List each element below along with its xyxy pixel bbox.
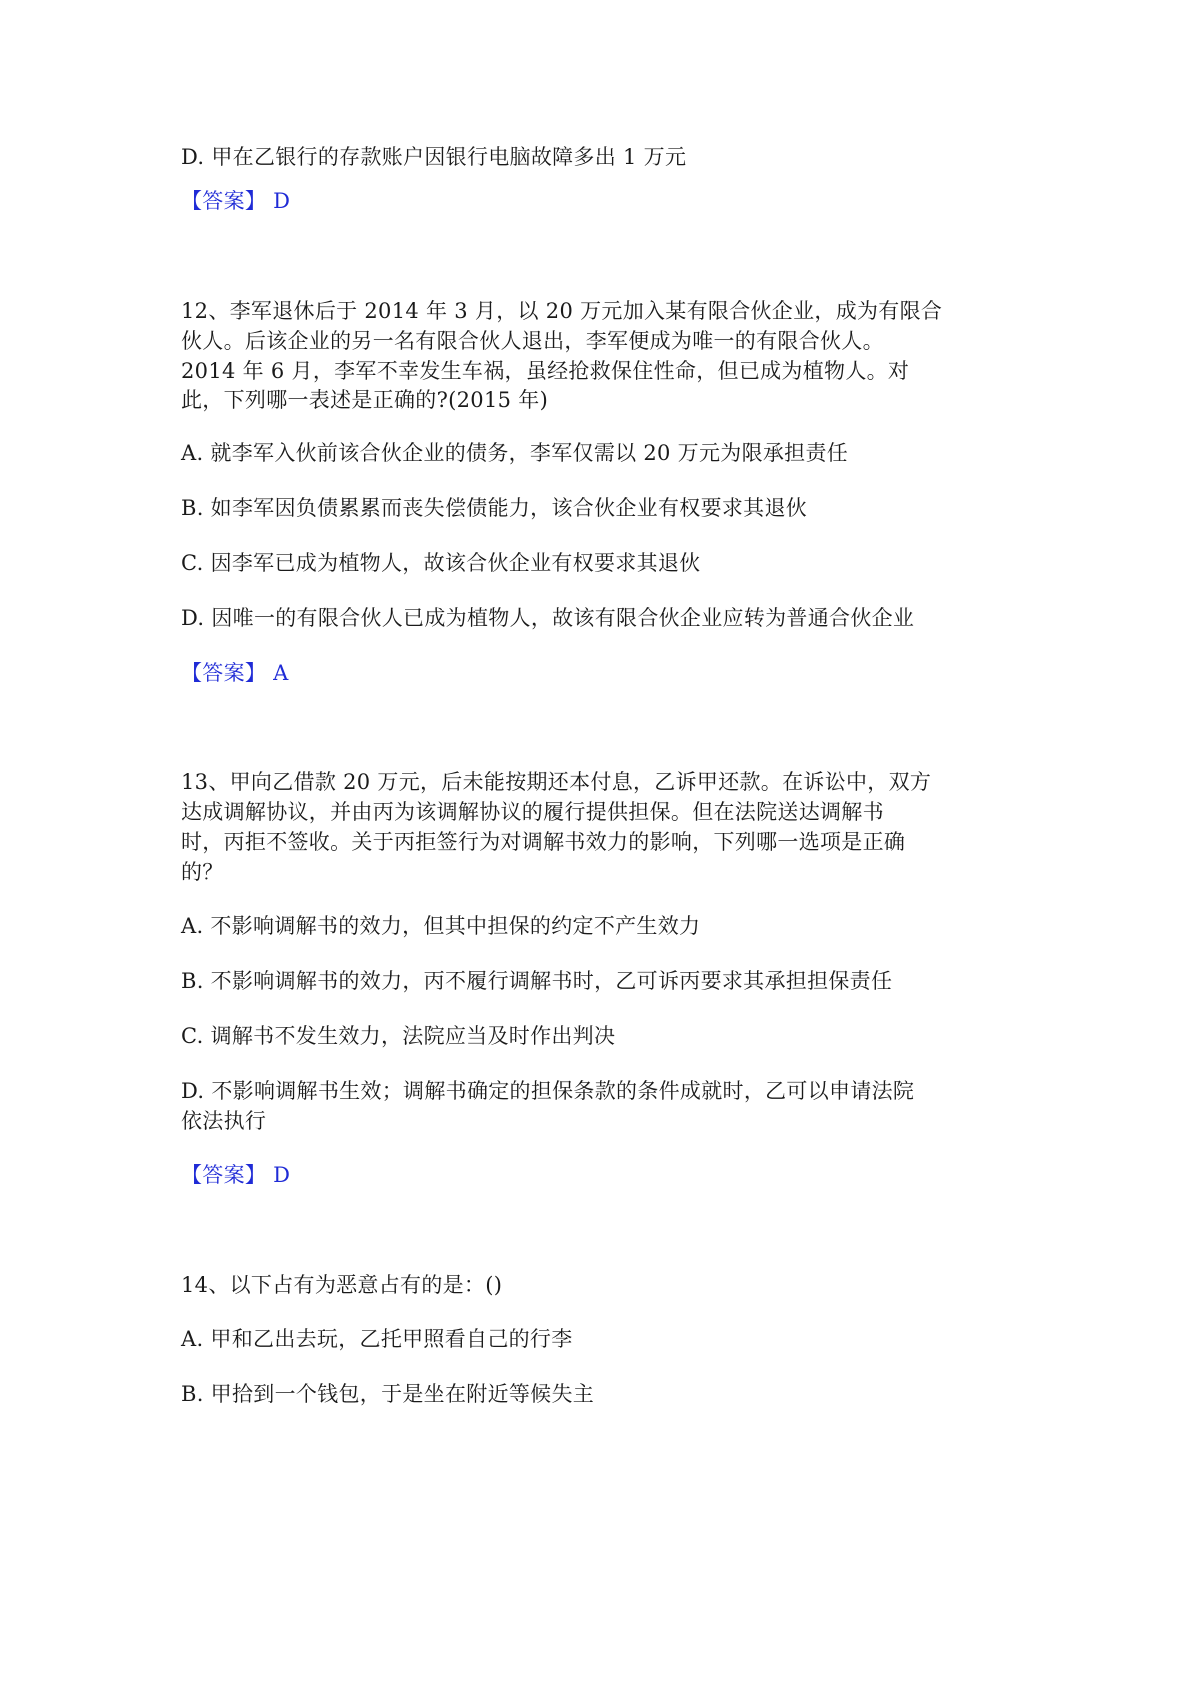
q13-option-c: C. 调解书不发生效力，法院应当及时作出判决 <box>181 1024 616 1048</box>
q13-option-a: A. 不影响调解书的效力，但其中担保的约定不产生效力 <box>181 914 701 938</box>
q13-option-b: B. 不影响调解书的效力，丙不履行调解书时，乙可诉丙要求其承担担保责任 <box>181 969 893 993</box>
q12-answer: 【答案】 A <box>181 661 289 685</box>
q13-option-d-line-1: D. 不影响调解书生效；调解书确定的担保条款的条件成就时，乙可以申请法院 <box>181 1079 915 1103</box>
q13-answer: 【答案】 D <box>181 1163 291 1187</box>
q14-option-a: A. 甲和乙出去玩，乙托甲照看自己的行李 <box>181 1327 573 1351</box>
q12-stem-line-3: 2014 年 6 月，李军不幸发生车祸，虽经抢救保住性命，但已成为植物人。对 <box>181 359 910 383</box>
q13-stem-line-2: 达成调解协议，并由丙为该调解协议的履行提供担保。但在法院送达调解书 <box>181 800 884 824</box>
q12-stem-line-1: 12、李军退休后于 2014 年 3 月，以 20 万元加入某有限合伙企业，成为有限合 <box>181 299 943 323</box>
q11-answer: 【答案】 D <box>181 189 291 213</box>
q12-option-b: B. 如李军因负债累累而丧失偿债能力，该合伙企业有权要求其退伙 <box>181 496 808 520</box>
q12-option-a: A. 就李军入伙前该合伙企业的债务，李军仅需以 20 万元为限承担责任 <box>181 441 849 465</box>
q13-stem-line-4: 的？ <box>181 860 224 884</box>
q12-stem-line-2: 伙人。后该企业的另一名有限合伙人退出，李军便成为唯一的有限合伙人。 <box>181 329 884 353</box>
q14-option-b: B. 甲拾到一个钱包，于是坐在附近等候失主 <box>181 1382 595 1406</box>
q14-stem: 14、以下占有为恶意占有的是：() <box>181 1273 503 1297</box>
q12-option-c: C. 因李军已成为植物人，故该合伙企业有权要求其退伙 <box>181 551 701 575</box>
q13-stem-line-3: 时，丙拒不签收。关于丙拒签行为对调解书效力的影响，下列哪一选项是正确 <box>181 830 906 854</box>
q12-stem-line-4: 此，下列哪一表述是正确的?(2015 年) <box>181 388 549 412</box>
q13-stem-line-1: 13、甲向乙借款 20 万元，后未能按期还本付息，乙诉甲还款。在诉讼中，双方 <box>181 770 932 794</box>
q11-option-d: D. 甲在乙银行的存款账户因银行电脑故障多出 1 万元 <box>181 145 687 169</box>
q12-option-d: D. 因唯一的有限合伙人已成为植物人，故该有限合伙企业应转为普通合伙企业 <box>181 606 915 630</box>
q13-option-d-line-2: 依法执行 <box>181 1109 267 1133</box>
